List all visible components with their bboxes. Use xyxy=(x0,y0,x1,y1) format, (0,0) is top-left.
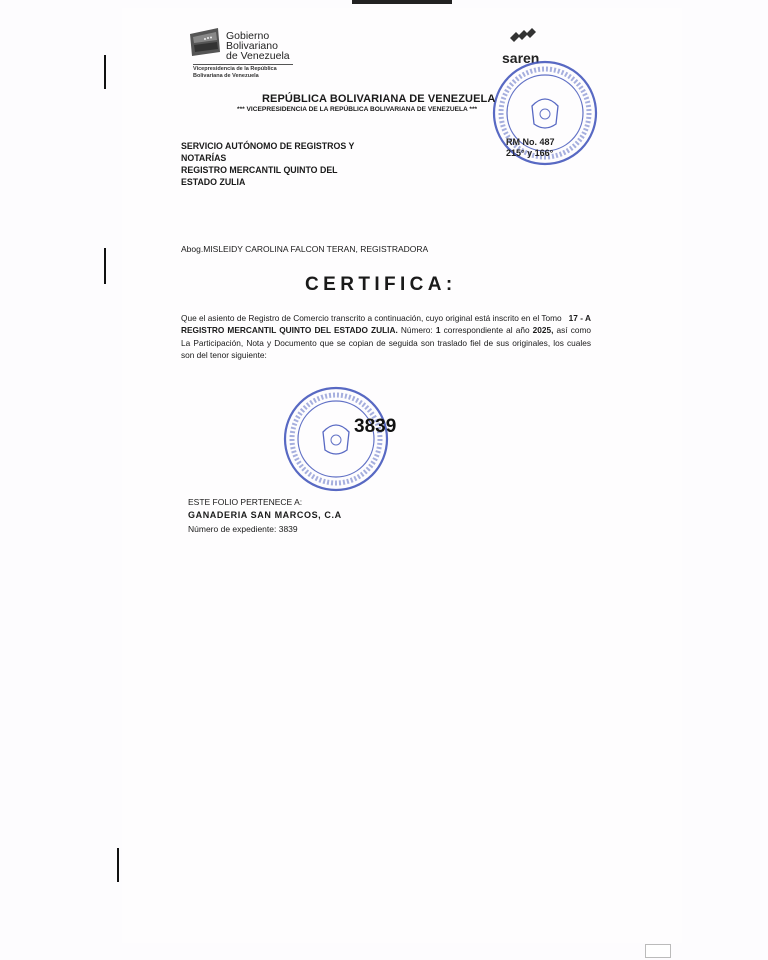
logo-divider xyxy=(193,64,293,65)
rm-number: RM No. 487 215° y 166° xyxy=(506,137,555,158)
margin-mark-3 xyxy=(117,848,119,882)
saren-label: saren xyxy=(502,50,540,66)
scanner-watermark-icon xyxy=(645,944,671,958)
gobierno-flag-icon xyxy=(188,24,224,60)
margin-mark-2 xyxy=(104,248,106,284)
republic-title: REPÚBLICA BOLIVARIANA DE VENEZUELA xyxy=(262,93,496,105)
registry-seal-middle xyxy=(281,384,391,494)
registry-office: SERVICIO AUTÓNOMO DE REGISTROS Y NOTARÍAS REGISTRO MERCANTIL QUINTO DEL ESTADO ZULIA xyxy=(181,141,355,187)
expediente-number: Número de expediente: 3839 xyxy=(188,524,298,534)
margin-mark-1 xyxy=(104,55,106,89)
scan-top-edge xyxy=(352,0,452,4)
stamp-number: 3839 xyxy=(354,416,397,437)
saren-logo-icon xyxy=(508,28,538,48)
certifica-heading: CERTIFICA: xyxy=(305,274,457,295)
registrar-name: Abog.MISLEIDY CAROLINA FALCON TERAN, REGISTRADORA xyxy=(181,244,429,254)
gobierno-logo-text: Gobierno Bolivariano de Venezuela xyxy=(226,30,290,62)
company-name: GANADERIA SAN MARCOS, C.A xyxy=(188,510,342,520)
vicepresidency-subtitle: *** VICEPRESIDENCIA DE LA REPÚBLICA BOLIVARIANA DE VENEZUELA *** xyxy=(237,106,478,113)
certification-paragraph: Que el asiento de Registro de Comercio transcrito a continuación, cuyo original está inscrito en el Tomo 17 - A REGISTRO MERCANTIL QUINTO DEL ESTADO ZULIA. Número: 1 correspondiente al año 2025, así como La Participación, Nota y Documento que se copian de seguida son traslado fiel de sus originales, los cuales son del tenor siguiente: xyxy=(181,313,592,361)
vicepresidencia-label: Vicepresidencia de la República Bolivariana de Venezuela xyxy=(193,66,277,79)
folio-label: ESTE FOLIO PERTENECE A: xyxy=(188,497,303,507)
